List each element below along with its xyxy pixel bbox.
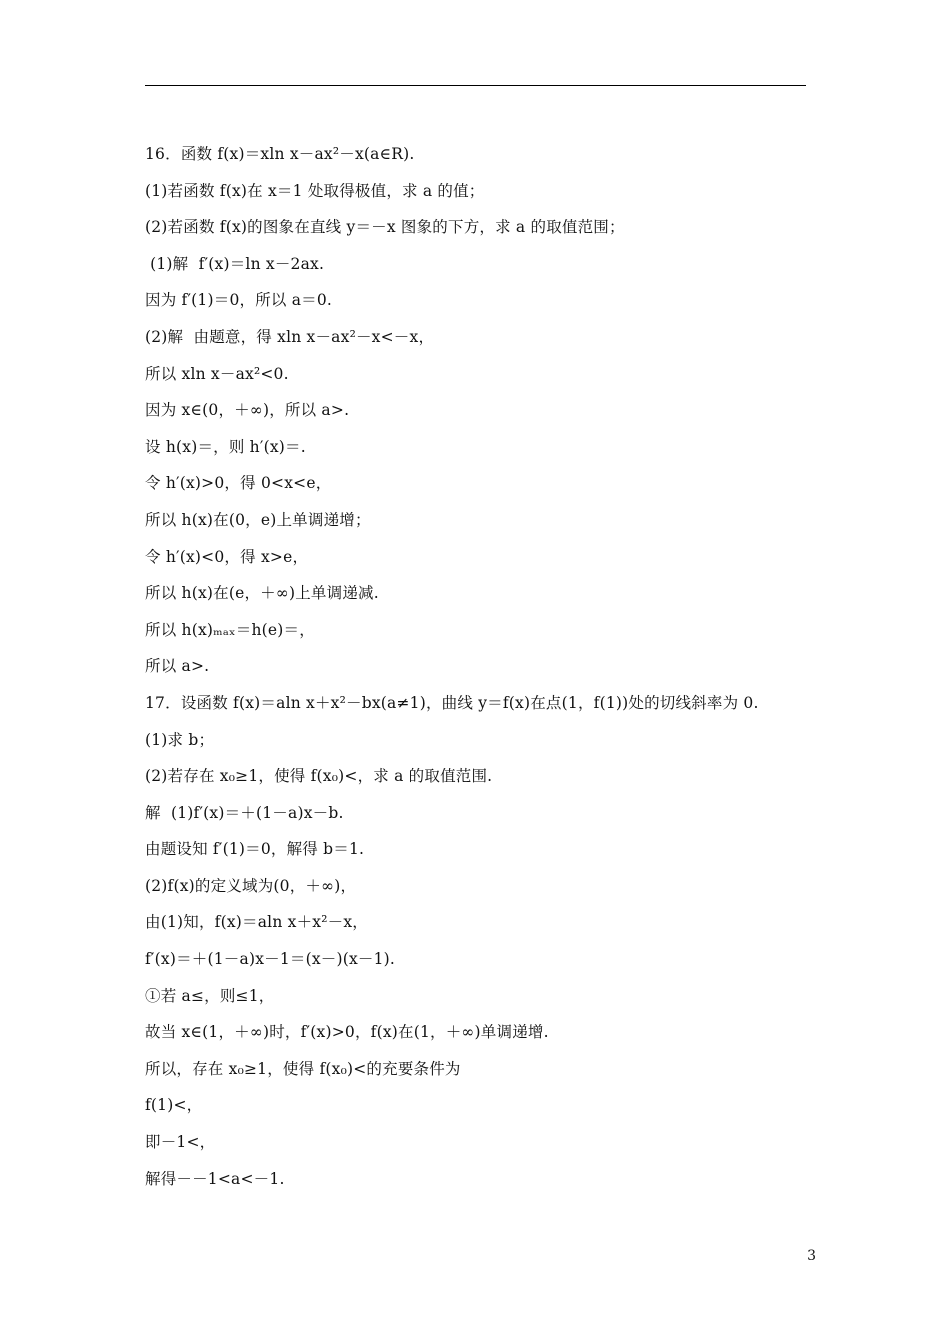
text-line: (2)f(x)的定义域为(0，＋∞)， <box>145 876 357 895</box>
text-line: 16．函数 f(x)＝xln x－ax²－x(a∈R). <box>145 145 415 163</box>
text-line: 设 h(x)＝，则 h′(x)＝. <box>145 437 306 456</box>
text-line: 因为 f′(1)＝0，所以 a＝0. <box>145 291 333 310</box>
page-number: 3 <box>807 1248 816 1264</box>
text-line: 由题设知 f′(1)＝0，解得 b＝1. <box>145 840 365 859</box>
text-line: (2)解 由题意，得 xln x－ax²－x<－x， <box>145 327 435 346</box>
text-line: (1)解 f′(x)＝ln x－2ax. <box>145 254 325 273</box>
text-line: 因为 x∈(0，＋∞)，所以 a>. <box>145 401 350 420</box>
text-line: 解得－－1<a<－1. <box>145 1169 285 1188</box>
text-line: 解 (1)f′(x)＝＋(1－a)x－b. <box>145 803 344 822</box>
text-line: 由(1)知，f(x)＝aln x＋x²－x， <box>145 913 368 932</box>
document-body <box>145 142 815 1203</box>
text-line: (1)若函数 f(x)在 x＝1 处取得极值，求 a 的值； <box>145 181 485 200</box>
text-line: ①若 a≤，则≤1， <box>145 986 275 1005</box>
text-line: 所以 h(x)ₘₐₓ＝h(e)＝， <box>145 620 315 639</box>
text-line: 所以 h(x)在(0，e)上单调递增； <box>145 510 371 529</box>
text-line: 令 h′(x)<0，得 x>e， <box>145 547 309 566</box>
text-line: 令 h′(x)>0，得 0<x<e， <box>145 474 332 493</box>
text-line: 故当 x∈(1，＋∞)时，f′(x)>0，f(x)在(1，＋∞)单调递增. <box>145 1023 549 1042</box>
text-line: f′(x)＝＋(1－a)x－1＝(x－)(x－1). <box>145 950 396 969</box>
text-line: 所以 xln x－ax²<0. <box>145 364 289 383</box>
text-line: 即－1<， <box>145 1133 216 1152</box>
header-rule <box>145 85 806 86</box>
text-line: 所以 a>. <box>145 657 210 676</box>
text-line: (1)求 b； <box>145 730 215 749</box>
text-line: (2)若函数 f(x)的图象在直线 y＝－x 图象的下方，求 a 的取值范围； <box>145 218 625 237</box>
text-line: 17．设函数 f(x)＝aln x＋x²－bx(a≠1)，曲线 y＝f(x)在点(1，f(1))处的切线斜率为 0. <box>145 693 759 712</box>
text-line: (2)若存在 x₀≥1，使得 f(x₀)<，求 a 的取值范围. <box>145 767 493 786</box>
text-line: 所以，存在 x₀≥1，使得 f(x₀)<的充要条件为 <box>145 1059 461 1078</box>
text-line: f(1)<， <box>145 1096 203 1115</box>
text-line: 所以 h(x)在(e，＋∞)上单调递减. <box>145 584 379 603</box>
